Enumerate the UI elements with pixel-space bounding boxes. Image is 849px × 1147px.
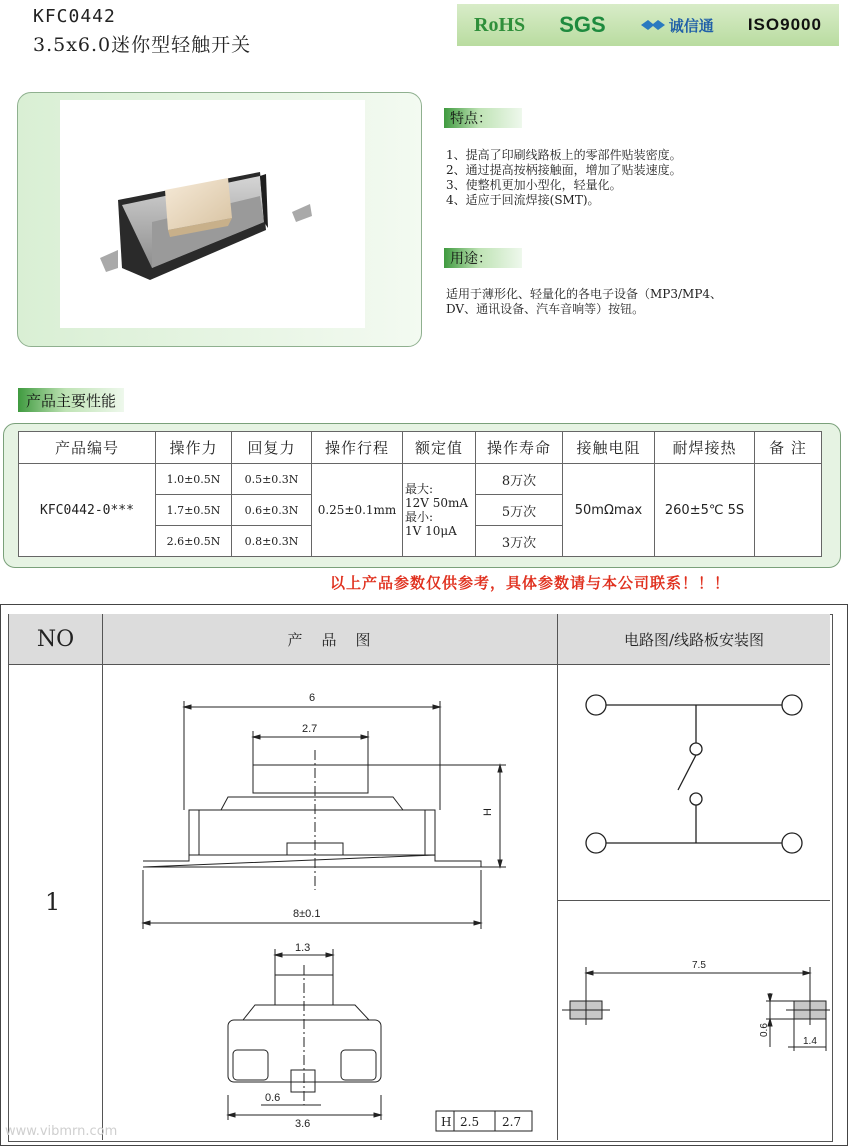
- drawing-col-circuit: [558, 614, 830, 665]
- rohs-logo: RoHS: [474, 13, 526, 36]
- h-table-val2: 2.7: [502, 1115, 522, 1129]
- col-part-number: 产品编号: [19, 432, 156, 464]
- dim-actuator-label: 2.7: [302, 723, 318, 735]
- chengxintong-text: 诚信通: [668, 17, 714, 35]
- table-row: [19, 464, 822, 495]
- product-dimension-drawing: [103, 665, 557, 1140]
- remarks-cell: [755, 464, 822, 557]
- circuit-header: 电路图/线路板安装图: [623, 630, 765, 649]
- part-number-cell: KFC0442-0***: [19, 464, 156, 557]
- certification-bar: [457, 4, 839, 46]
- solder-heat-cell: 260±5℃ 5S: [655, 464, 755, 557]
- operating-force-cell: 2.6±0.5N: [156, 526, 232, 557]
- travel-cell: 0.25±0.1mm: [312, 464, 403, 557]
- return-force-cell: 0.8±0.3N: [232, 526, 312, 557]
- row-number: 1: [45, 888, 61, 916]
- col-rating: 额定值: [403, 432, 476, 464]
- h-table-h: H: [441, 1115, 452, 1129]
- feature-item: 2、通过提高按柄接触面，增加了贴装速度。: [446, 163, 682, 177]
- dim-side-pin-label: 0.6: [265, 1092, 281, 1104]
- drawing-col-no: [9, 614, 102, 665]
- h-table-val1: 2.5: [460, 1115, 480, 1129]
- drawing-col-product: [103, 614, 557, 665]
- feature-item: 3、使整机更加小型化，轻量化。: [446, 178, 622, 192]
- dim-side-actuator-label: 1.3: [295, 942, 311, 954]
- dim-length-label: 8±0.1: [293, 908, 321, 920]
- pad-width-label: 1.4: [803, 1036, 817, 1047]
- pcb-layout-drawing: [558, 901, 830, 1140]
- feature-item: 4、适应于回流焊接(SMT)。: [446, 193, 600, 207]
- col-contact-resistance: 接触电阻: [563, 432, 655, 464]
- dim-height-label: H: [482, 808, 494, 816]
- pad-height-label: 0.6: [759, 1023, 770, 1037]
- features-heading: 特点：: [444, 108, 522, 128]
- feature-item: 1、提高了印刷线路板上的零部件贴装密度。: [446, 148, 682, 162]
- product-drawing-header: 产 品 图: [287, 630, 373, 649]
- col-operating-force: 操作力: [156, 432, 232, 464]
- life-cell: 3万次: [476, 526, 563, 557]
- chengxintong-logo: [640, 15, 714, 36]
- main-specs-heading: 产品主要性能: [18, 388, 124, 412]
- contact-resistance-cell: 50mΩmax: [563, 464, 655, 557]
- usage-heading: 用途：: [444, 248, 522, 268]
- rating-cell: [403, 464, 476, 557]
- rating-line: 12V 50mA: [405, 496, 469, 510]
- disclaimer-notice: 以上产品参数仅供参考，具体参数请与本公司联系！！！: [330, 574, 731, 592]
- col-travel: 操作行程: [312, 432, 403, 464]
- no-header: NO: [36, 626, 75, 652]
- life-cell: 8万次: [476, 464, 563, 495]
- spec-table: [18, 431, 822, 557]
- col-return-force: 回复力: [232, 432, 312, 464]
- col-life: 操作寿命: [476, 432, 563, 464]
- rating-line: 最大:: [405, 482, 434, 496]
- usage-line: 适用于薄形化、轻量化的各电子设备（MP3/MP4、: [446, 287, 723, 301]
- features-list: [446, 148, 682, 208]
- rating-line: 最小:: [405, 510, 434, 524]
- col-remarks: 备 注: [755, 432, 822, 464]
- iso9000-logo: ISO9000: [747, 15, 822, 34]
- pcb-spacing-label: 7.5: [692, 960, 706, 971]
- watermark: www.vibmrn.com: [5, 1124, 118, 1139]
- usage-line: DV、通讯设备、汽车音响等）按钮。: [446, 302, 645, 316]
- product-photo: [60, 100, 365, 328]
- life-cell: 5万次: [476, 495, 563, 526]
- return-force-cell: 0.6±0.3N: [232, 495, 312, 526]
- handshake-icon: [640, 18, 666, 32]
- circuit-diagram: [558, 665, 830, 900]
- return-force-cell: 0.5±0.3N: [232, 464, 312, 495]
- operating-force-cell: 1.0±0.5N: [156, 464, 232, 495]
- sgs-logo: SGS: [559, 12, 606, 37]
- col-solder-heat: 耐焊接热: [655, 432, 755, 464]
- model-title: KFC0442: [33, 6, 116, 27]
- rating-line: 1V 10μA: [405, 524, 457, 538]
- usage-text: [446, 287, 816, 317]
- dim-width-label: 6: [309, 692, 316, 704]
- tact-switch-image: [60, 100, 365, 328]
- product-subtitle: 3.5x6.0迷你型轻触开关: [33, 34, 252, 56]
- dim-side-width-label: 3.6: [295, 1118, 311, 1130]
- operating-force-cell: 1.7±0.5N: [156, 495, 232, 526]
- spec-header-row: [19, 432, 822, 464]
